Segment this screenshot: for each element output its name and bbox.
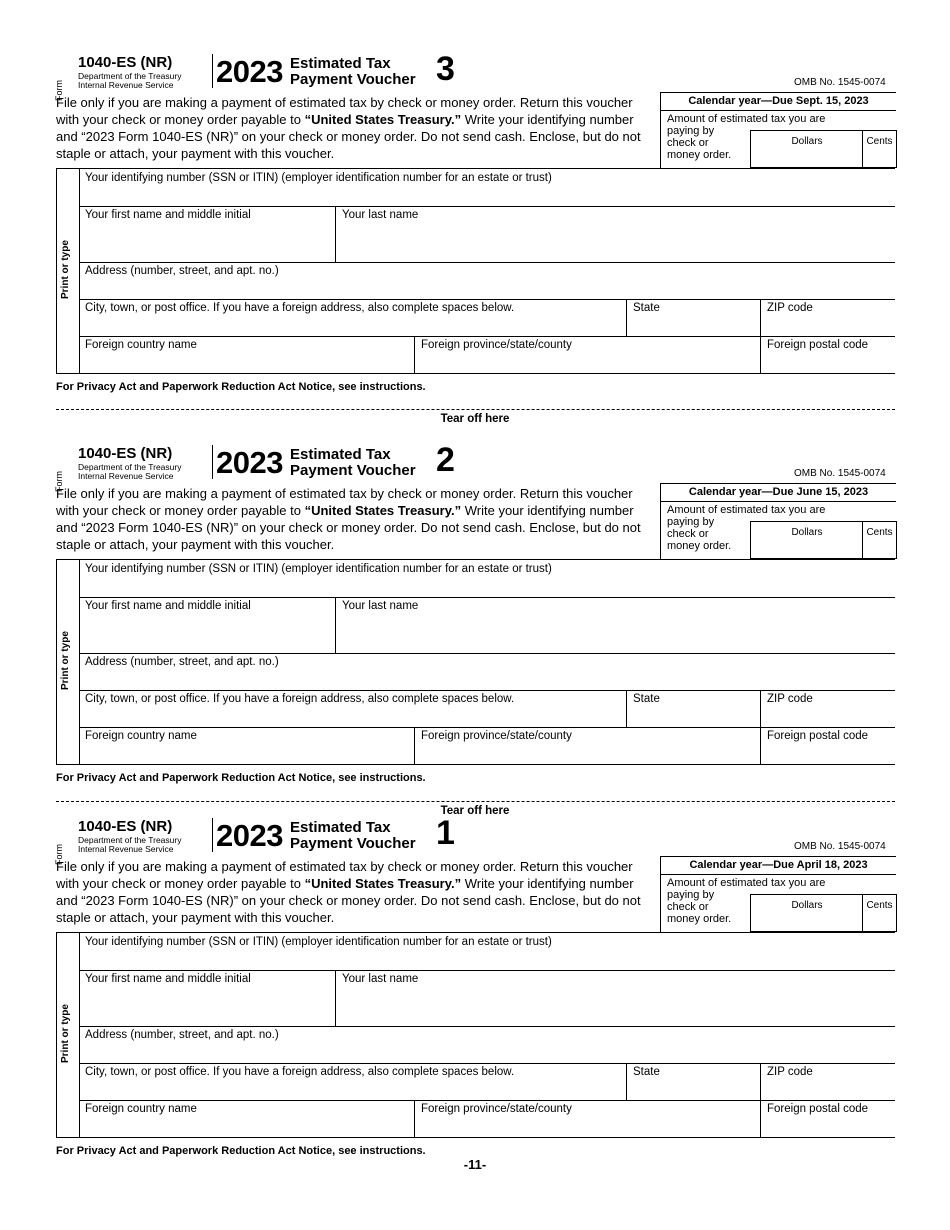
taxpayer-info-grid	[56, 168, 895, 374]
zip-code-field[interactable]: ZIP code	[767, 693, 813, 705]
foreign-province-field[interactable]: Foreign province/state/county	[421, 1103, 572, 1115]
calendar-due: Calendar year—Due April 18, 2023	[661, 857, 896, 875]
state-field[interactable]: State	[633, 1066, 660, 1078]
department: Department of the Treasury Internal Revenue Service	[78, 71, 182, 90]
identifying-number-field[interactable]: Your identifying number (SSN or ITIN) (employer identification number for an estate or trust)	[85, 563, 552, 575]
form-word: Form	[54, 844, 64, 865]
voucher-instructions: File only if you are making a payment of estimated tax by check or money order. Return this voucher with your check or money order payable to “United States Treasury.” Write your identifying number and “2023 Form 1040-ES (NR)” on your check or money order. Do not send cash. Enclose, but do not staple or attach, your payment with this voucher.	[56, 859, 641, 925]
tax-year: 2023	[216, 54, 283, 89]
foreign-country-field[interactable]: Foreign country name	[85, 730, 197, 742]
calendar-due: Calendar year—Due Sept. 15, 2023	[661, 93, 896, 111]
print-or-type-label: Print or type	[56, 933, 80, 1137]
cents-field[interactable]: Cents	[862, 894, 897, 932]
privacy-notice: For Privacy Act and Paperwork Reduction Act Notice, see instructions.	[56, 381, 426, 393]
tax-year: 2023	[216, 818, 283, 853]
omb-number: OMB No. 1545-0074	[794, 841, 886, 852]
first-name-field[interactable]: Your first name and middle initial	[85, 600, 251, 612]
zip-code-field[interactable]: ZIP code	[767, 302, 813, 314]
foreign-province-field[interactable]: Foreign province/state/county	[421, 339, 572, 351]
state-field[interactable]: State	[633, 693, 660, 705]
tax-year: 2023	[216, 445, 283, 480]
amount-box	[660, 483, 896, 559]
voucher-3	[0, 50, 950, 393]
city-field[interactable]: City, town, or post office. If you have a foreign address, also complete spaces below.	[85, 302, 515, 314]
city-field[interactable]: City, town, or post office. If you have a foreign address, also complete spaces below.	[85, 1066, 515, 1078]
amount-box	[660, 92, 896, 168]
voucher-instructions: File only if you are making a payment of estimated tax by check or money order. Return this voucher with your check or money order payable to “United States Treasury.” Write your identifying number and “2023 Form 1040-ES (NR)” on your check or money order. Do not send cash. Enclose, but do not staple or attach, your payment with this voucher.	[56, 95, 641, 161]
form-word: Form	[54, 80, 64, 101]
page-number: -11-	[463, 1157, 487, 1172]
address-field[interactable]: Address (number, street, and apt. no.)	[85, 265, 279, 277]
city-field[interactable]: City, town, or post office. If you have a foreign address, also complete spaces below.	[85, 693, 515, 705]
foreign-country-field[interactable]: Foreign country name	[85, 1103, 197, 1115]
calendar-due: Calendar year—Due June 15, 2023	[661, 484, 896, 502]
first-name-field[interactable]: Your first name and middle initial	[85, 209, 251, 221]
privacy-notice: For Privacy Act and Paperwork Reduction Act Notice, see instructions.	[56, 1145, 426, 1157]
department: Department of the Treasury Internal Revenue Service	[78, 462, 182, 481]
voucher-2	[0, 441, 950, 784]
last-name-field[interactable]: Your last name	[342, 600, 419, 612]
omb-number: OMB No. 1545-0074	[794, 77, 886, 88]
taxpayer-info-grid	[56, 932, 895, 1138]
cents-field[interactable]: Cents	[862, 130, 897, 168]
amount-label: Amount of estimated tax you are paying by check or money order.	[667, 113, 826, 161]
first-name-field[interactable]: Your first name and middle initial	[85, 973, 251, 985]
foreign-postal-code-field[interactable]: Foreign postal code	[767, 1103, 869, 1115]
voucher-1	[0, 814, 950, 1157]
state-field[interactable]: State	[633, 302, 660, 314]
dollars-field[interactable]: Dollars	[750, 521, 863, 559]
tear-off-label: Tear off here	[440, 413, 510, 425]
voucher-instructions: File only if you are making a payment of estimated tax by check or money order. Return this voucher with your check or money order payable to “United States Treasury.” Write your identifying number and “2023 Form 1040-ES (NR)” on your check or money order. Do not send cash. Enclose, but do not staple or attach, your payment with this voucher.	[56, 486, 641, 552]
amount-label: Amount of estimated tax you are paying by check or money order.	[667, 504, 826, 552]
cents-field[interactable]: Cents	[862, 521, 897, 559]
header-divider	[212, 54, 213, 88]
print-or-type-label: Print or type	[56, 560, 80, 764]
department: Department of the Treasury Internal Revenue Service	[78, 835, 182, 854]
foreign-country-field[interactable]: Foreign country name	[85, 339, 197, 351]
amount-label: Amount of estimated tax you are paying by check or money order.	[667, 877, 826, 925]
omb-number: OMB No. 1545-0074	[794, 468, 886, 479]
identifying-number-field[interactable]: Your identifying number (SSN or ITIN) (employer identification number for an estate or trust)	[85, 936, 552, 948]
form-number: 1040-ES (NR)	[78, 818, 173, 835]
last-name-field[interactable]: Your last name	[342, 209, 419, 221]
foreign-postal-code-field[interactable]: Foreign postal code	[767, 339, 869, 351]
address-field[interactable]: Address (number, street, and apt. no.)	[85, 656, 279, 668]
dollars-field[interactable]: Dollars	[750, 894, 863, 932]
form-word: Form	[54, 471, 64, 492]
tear-line	[56, 801, 895, 802]
foreign-province-field[interactable]: Foreign province/state/county	[421, 730, 572, 742]
amount-box	[660, 856, 896, 932]
identifying-number-field[interactable]: Your identifying number (SSN or ITIN) (employer identification number for an estate or trust)	[85, 172, 552, 184]
taxpayer-info-grid	[56, 559, 895, 765]
privacy-notice: For Privacy Act and Paperwork Reduction Act Notice, see instructions.	[56, 772, 426, 784]
header-divider	[212, 445, 213, 479]
last-name-field[interactable]: Your last name	[342, 973, 419, 985]
dollars-field[interactable]: Dollars	[750, 130, 863, 168]
print-or-type-label: Print or type	[56, 169, 80, 373]
voucher-number: 1	[436, 814, 455, 852]
form-number: 1040-ES (NR)	[78, 445, 173, 462]
voucher-title: Estimated Tax Payment Voucher	[290, 446, 416, 479]
foreign-postal-code-field[interactable]: Foreign postal code	[767, 730, 869, 742]
form-number: 1040-ES (NR)	[78, 54, 173, 71]
zip-code-field[interactable]: ZIP code	[767, 1066, 813, 1078]
voucher-title: Estimated Tax Payment Voucher	[290, 819, 416, 852]
header-divider	[212, 818, 213, 852]
voucher-title: Estimated Tax Payment Voucher	[290, 55, 416, 88]
voucher-number: 3	[436, 50, 455, 88]
address-field[interactable]: Address (number, street, and apt. no.)	[85, 1029, 279, 1041]
tear-off-label: Tear off here	[440, 805, 510, 817]
tear-line	[56, 409, 895, 410]
voucher-number: 2	[436, 441, 455, 479]
